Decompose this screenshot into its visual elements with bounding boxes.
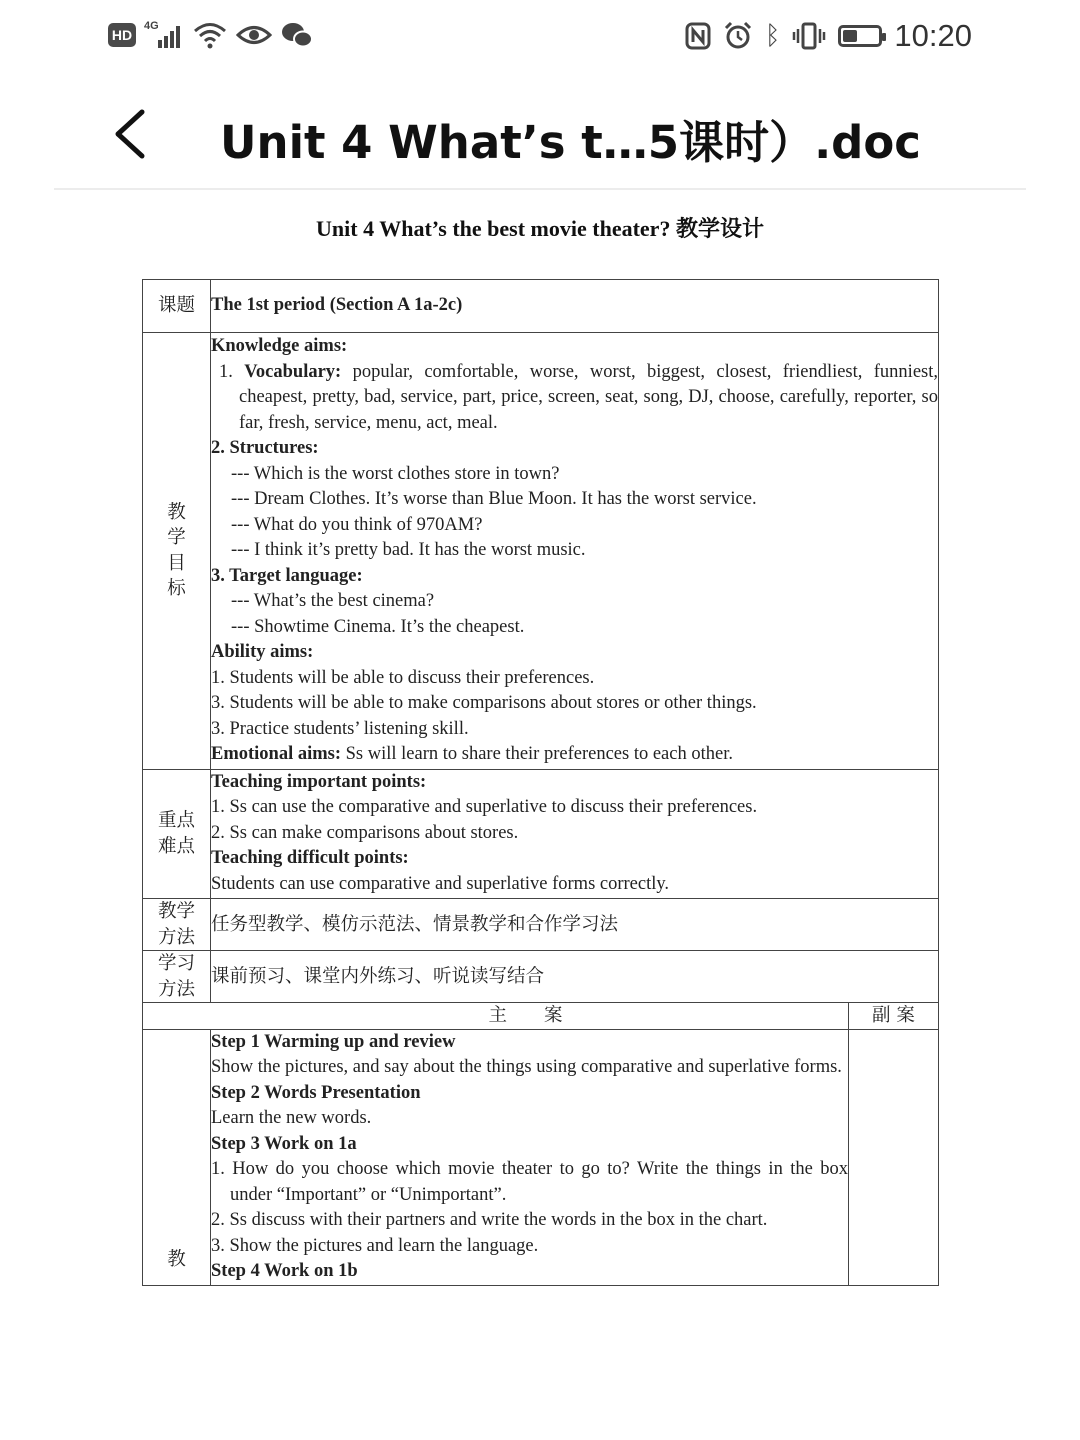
- process-label: 教: [143, 1029, 211, 1285]
- structure-line: --- Dream Clothes. It’s worse than Blue Moon. It has the worst service.: [231, 489, 757, 509]
- target-line: --- What’s the best cinema?: [231, 591, 435, 611]
- aims-content: [211, 333, 939, 770]
- topic-value: The 1st period (Section A 1a-2c): [211, 280, 939, 333]
- title-bar: [0, 90, 1080, 190]
- target-line: --- Showtime Cinema. It’s the cheapest.: [231, 616, 525, 637]
- important-points-heading: Teaching important points:: [211, 771, 427, 792]
- learning-method-row: [143, 951, 939, 1003]
- teaching-method-row: [143, 899, 939, 951]
- alarm-icon: [723, 21, 753, 51]
- key-points-label: 重点 难点: [143, 769, 211, 899]
- step-text: Learn the new words.: [211, 1108, 372, 1128]
- learning-method-label: 学习 方法: [143, 951, 211, 1003]
- hd-icon: HD: [108, 23, 136, 47]
- key-points-row: [143, 769, 939, 899]
- key-points-content: [211, 769, 939, 899]
- difficult-points-heading: Teaching difficult points:: [211, 848, 409, 868]
- plan-header-row: [143, 1003, 939, 1030]
- lesson-plan-table: [142, 279, 939, 1286]
- ability-aims-heading: Ability aims:: [211, 642, 314, 662]
- aims-label: 教学目标: [143, 333, 211, 770]
- bluetooth-icon: ᛒ: [764, 21, 781, 51]
- step-title: Step 4 Work on 1b: [211, 1261, 358, 1281]
- document-title: Unit 4 What’s t…5课时）.doc: [220, 116, 921, 169]
- wechat-icon: [280, 20, 314, 50]
- topic-label: 课题: [143, 280, 211, 333]
- step-title: Step 1 Warming up and review: [211, 1031, 456, 1052]
- step-line: 2. Ss discuss with their partners and write the words in the box in the chart.: [211, 1210, 768, 1230]
- structure-line: --- What do you think of 970AM?: [231, 514, 483, 535]
- learning-method-value: 课前预习、课堂内外练习、听说读写结合: [211, 951, 939, 1003]
- page-heading: Unit 4 What’s the best movie theater? 教学设计: [316, 216, 764, 241]
- important-line: 1. Ss can use the comparative and superlative to discuss their preferences.: [211, 797, 758, 817]
- step-title: Step 3 Work on 1a: [211, 1133, 357, 1154]
- topic-row: [143, 280, 939, 333]
- eye-icon: [236, 20, 272, 50]
- emotional-aims: Emotional aims: Ss will learn to share their preferences to each other.: [211, 744, 733, 764]
- difficult-line: Students can use comparative and superlative forms correctly.: [211, 873, 670, 894]
- wifi-icon: [192, 20, 228, 50]
- vocabulary-item: 1. Vocabulary: popular, comfortable, worse, worst, biggest, closest, friendliest, funniest, cheapest, pretty, bad, service, part, price, screen, seat, song, DJ, choose, carefully, reporter, so far, fresh, service, menu, act, meal.: [219, 361, 938, 433]
- ability-line: 3. Practice students’ listening skill.: [211, 718, 469, 739]
- important-line: 2. Ss can make comparisons about stores.: [211, 822, 519, 843]
- signal-icon: [144, 20, 184, 50]
- main-plan-header: 主 案: [143, 1003, 849, 1030]
- step-line: 1. How do you choose which movie theater to go to? Write the things in the box under “Important” or “Unimportant”.: [211, 1159, 848, 1205]
- ability-line: 3. Students will be able to make comparisons about stores or other things.: [211, 693, 757, 713]
- step-text: Show the pictures, and say about the things using comparative and superlative forms.: [211, 1057, 842, 1077]
- alt-plan-cell: [849, 1029, 939, 1285]
- process-content: [211, 1029, 849, 1285]
- structure-line: --- I think it’s pretty bad. It has the worst music.: [231, 540, 586, 560]
- chevron-left-icon[interactable]: [110, 106, 150, 162]
- structures-heading: 2. Structures:: [211, 438, 319, 458]
- structure-line: --- Which is the worst clothes store in town?: [231, 463, 560, 484]
- ability-line: 1. Students will be able to discuss their preferences.: [211, 667, 595, 688]
- vibrate-icon: [792, 21, 826, 51]
- process-row: [143, 1029, 939, 1285]
- step-title: Step 2 Words Presentation: [211, 1082, 421, 1103]
- aims-row: [143, 333, 939, 770]
- network-type: 4G: [144, 20, 159, 32]
- battery-icon: [838, 25, 882, 47]
- knowledge-aims-heading: Knowledge aims:: [211, 336, 348, 356]
- clock: 10:20: [894, 18, 972, 53]
- teaching-method-label: 教学 方法: [143, 899, 211, 951]
- nfc-icon: [685, 21, 711, 51]
- target-language-heading: 3. Target language:: [211, 565, 363, 586]
- status-bar: [0, 0, 1080, 76]
- teaching-method-value: 任务型教学、模仿示范法、情景教学和合作学习法: [211, 899, 939, 951]
- header-divider: [54, 188, 1026, 190]
- step-line: 3. Show the pictures and learn the language.: [211, 1235, 539, 1256]
- alt-plan-header: 副 案: [849, 1003, 939, 1030]
